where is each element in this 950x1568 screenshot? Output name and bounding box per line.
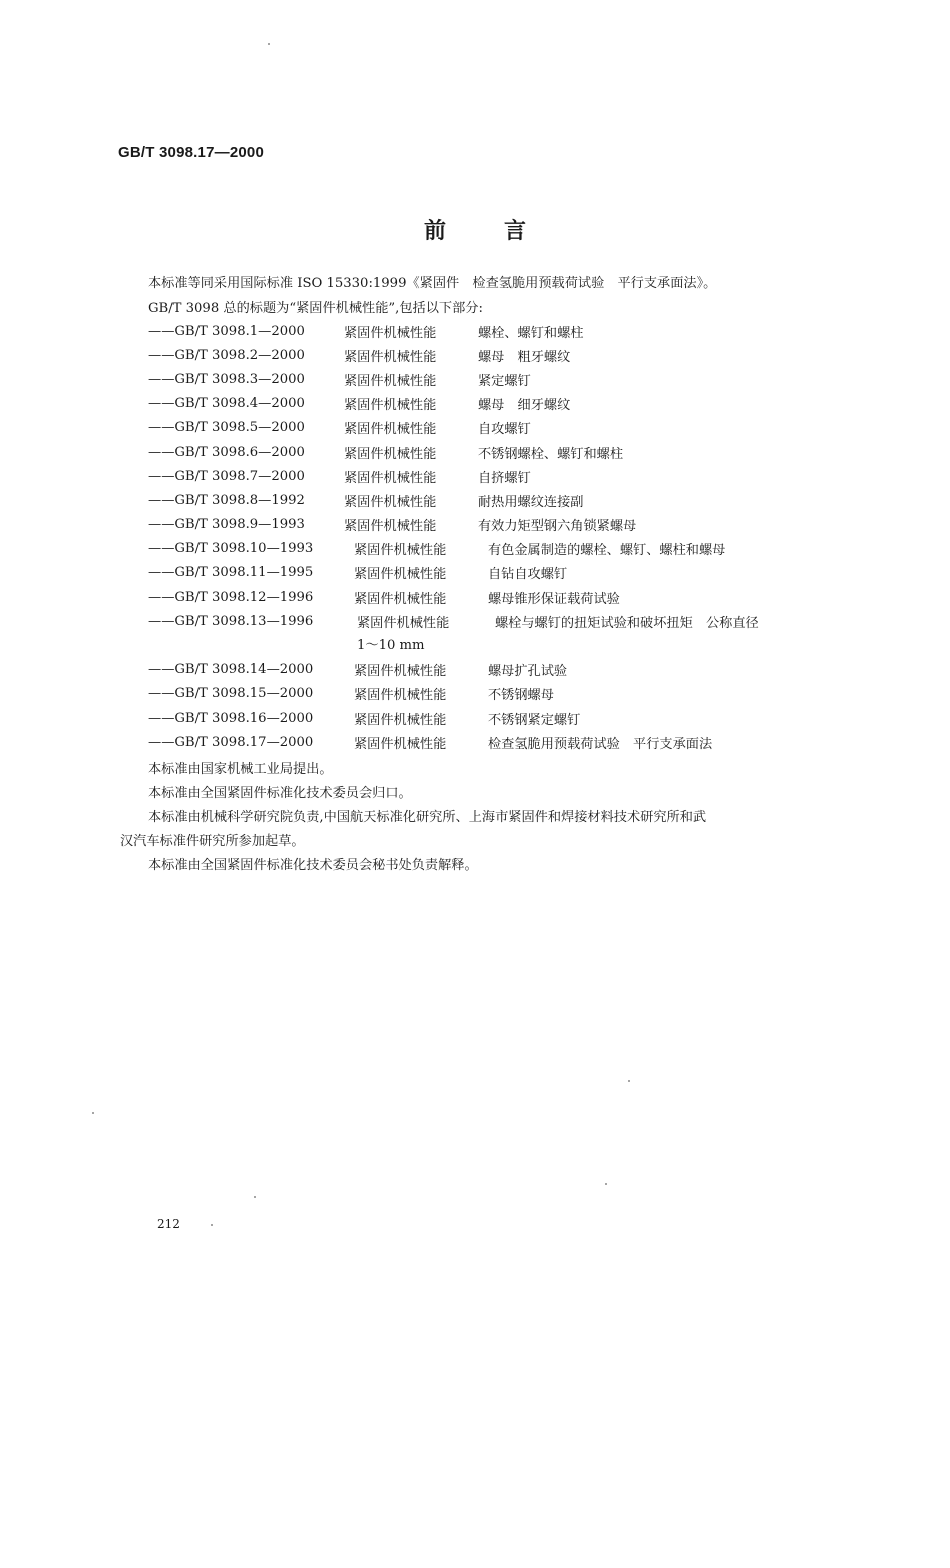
part-subject: 紧固件机械性能 <box>344 349 437 365</box>
part-code: ——GB/T 3098.13—1996 <box>148 613 314 629</box>
scan-speck <box>211 1224 213 1226</box>
list-item <box>148 464 848 488</box>
list-item <box>148 706 848 730</box>
intro-line-1: 本标准等同采用国际标准 ISO 15330:1999《紧固件 检查氢脆用预载荷试验 平行支承面法》。 <box>148 276 717 291</box>
part-code: ——GB/T 3098.8—1992 <box>148 492 305 508</box>
part-description: 有效力矩型钢六角锁紧螺母 <box>478 519 637 535</box>
part-description: 螺母 粗牙螺纹 <box>478 349 571 365</box>
part-subject: 紧固件机械性能 <box>354 736 447 752</box>
standard-code-header: GB/T 3098.17—2000 <box>118 144 264 161</box>
part-13-continuation: 1～10 mm <box>357 638 425 653</box>
part-subject: 紧固件机械性能 <box>354 567 447 583</box>
list-item <box>148 682 848 706</box>
part-code: ——GB/T 3098.9—1993 <box>148 517 305 533</box>
part-subject: 紧固件机械性能 <box>344 422 437 438</box>
scan-speck <box>628 1080 630 1082</box>
closing-paragraph-3: 本标准由机械科学研究院负责,中国航天标准化研究所、上海市紧固件和焊接材料技术研究所和武 <box>148 810 707 825</box>
part-description: 自钻自攻螺钉 <box>488 567 568 583</box>
part-description: 检查氢脆用预载荷试验 平行支承面法 <box>488 736 713 752</box>
list-item <box>148 416 848 440</box>
list-item <box>148 488 848 512</box>
part-description: 螺栓、螺钉和螺柱 <box>478 325 584 341</box>
list-item <box>148 367 848 391</box>
list-item <box>148 319 848 343</box>
list-item <box>148 392 848 416</box>
scan-speck <box>605 1183 607 1185</box>
closing-paragraph-3-cont: 汉汽车标准件研究所参加起草。 <box>120 834 305 849</box>
part-subject: 紧固件机械性能 <box>344 519 437 535</box>
part-subject: 紧固件机械性能 <box>344 373 437 389</box>
list-item <box>148 609 848 633</box>
part-description: 螺母 细牙螺纹 <box>478 398 571 414</box>
list-item <box>148 658 848 682</box>
part-subject: 紧固件机械性能 <box>344 325 437 341</box>
part-subject: 紧固件机械性能 <box>344 494 437 510</box>
page-title: 前言 <box>423 219 584 244</box>
list-item-spacer <box>148 633 848 657</box>
scan-speck <box>254 1196 256 1198</box>
part-subject: 紧固件机械性能 <box>357 615 450 631</box>
page-number: 212 <box>157 1217 180 1231</box>
part-code: ——GB/T 3098.11—1995 <box>148 565 314 581</box>
scan-speck <box>268 43 270 45</box>
intro-line-2: GB/T 3098 总的标题为“紧固件机械性能”,包括以下部分: <box>148 301 483 316</box>
list-item <box>148 513 848 537</box>
part-subject: 紧固件机械性能 <box>344 398 437 414</box>
part-description: 不锈钢螺栓、螺钉和螺柱 <box>478 446 624 462</box>
part-subject: 紧固件机械性能 <box>344 470 437 486</box>
part-description: 螺母锥形保证载荷试验 <box>488 591 620 607</box>
part-description: 螺母扩孔试验 <box>488 664 568 680</box>
list-item <box>148 561 848 585</box>
part-code: ——GB/T 3098.5—2000 <box>148 420 305 436</box>
part-code: ——GB/T 3098.7—2000 <box>148 468 305 484</box>
part-code: ——GB/T 3098.16—2000 <box>148 710 314 726</box>
list-item <box>148 730 848 754</box>
closing-paragraph-2: 本标准由全国紧固件标准化技术委员会归口。 <box>148 786 412 801</box>
part-code: ——GB/T 3098.15—2000 <box>148 686 314 702</box>
part-subject: 紧固件机械性能 <box>354 688 447 704</box>
part-subject: 紧固件机械性能 <box>354 712 447 728</box>
part-description: 不锈钢螺母 <box>488 688 554 704</box>
part-subject: 紧固件机械性能 <box>344 446 437 462</box>
list-item <box>148 537 848 561</box>
part-description: 有色金属制造的螺栓、螺钉、螺柱和螺母 <box>488 543 726 559</box>
closing-paragraph-4: 本标准由全国紧固件标准化技术委员会秘书处负责解释。 <box>148 858 478 873</box>
part-code: ——GB/T 3098.4—2000 <box>148 396 305 412</box>
list-item <box>148 440 848 464</box>
part-description: 紧定螺钉 <box>478 373 531 389</box>
part-code: ——GB/T 3098.3—2000 <box>148 371 305 387</box>
part-description: 自挤螺钉 <box>478 470 531 486</box>
part-description: 螺栓与螺钉的扭矩试验和破坏扭矩 公称直径 <box>495 615 759 631</box>
part-description: 耐热用螺纹连接副 <box>478 494 584 510</box>
part-code: ——GB/T 3098.6—2000 <box>148 444 305 460</box>
part-subject: 紧固件机械性能 <box>354 591 447 607</box>
scan-speck <box>92 1112 94 1114</box>
list-item <box>148 585 848 609</box>
part-description: 不锈钢紧定螺钉 <box>488 712 581 728</box>
part-subject: 紧固件机械性能 <box>354 664 447 680</box>
part-subject: 紧固件机械性能 <box>354 543 447 559</box>
part-code: ——GB/T 3098.17—2000 <box>148 734 314 750</box>
part-description: 自攻螺钉 <box>478 422 531 438</box>
part-code: ——GB/T 3098.1—2000 <box>148 323 305 339</box>
part-code: ——GB/T 3098.10—1993 <box>148 541 314 557</box>
part-code: ——GB/T 3098.14—2000 <box>148 662 314 678</box>
closing-paragraph-1: 本标准由国家机械工业局提出。 <box>148 762 333 777</box>
list-item <box>148 343 848 367</box>
part-code: ——GB/T 3098.2—2000 <box>148 347 305 363</box>
part-code: ——GB/T 3098.12—1996 <box>148 589 314 605</box>
parts-list <box>148 319 848 754</box>
